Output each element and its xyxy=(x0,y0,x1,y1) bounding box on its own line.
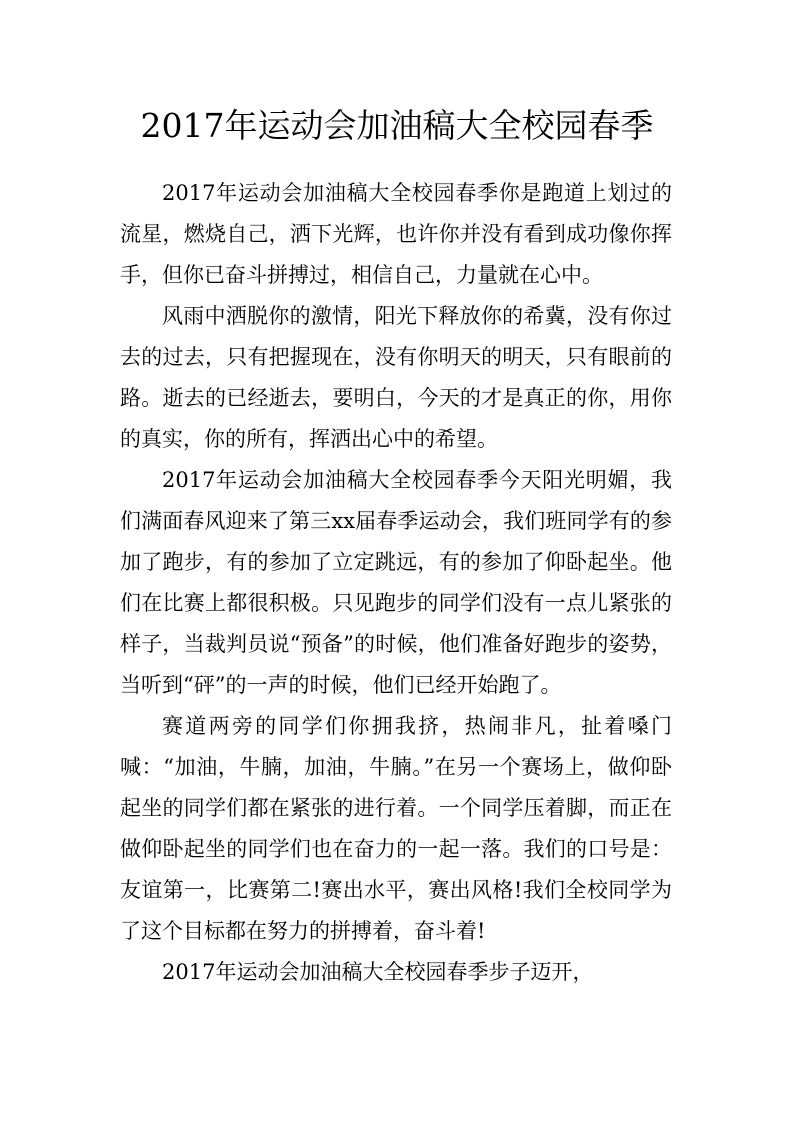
paragraph-4: 赛道两旁的同学们你拥我挤，热闹非凡，扯着嗓门喊：“加油，牛腩，加油，牛腩。”在另一个赛场上，做仰卧起坐的同学们都在紧张的进行着。一个同学压着脚，而正在做仰卧起坐的同学们也在奋力的一起一落。我们的口号是：友谊第一，比赛第二!赛出水平，赛出风格!我们全校同学为了这个目标都在努力的拼搏着，奋斗着! xyxy=(120,714,672,943)
paragraph-2: 风雨中洒脱你的激情，阳光下释放你的希冀，没有你过去的过去，只有把握现在，没有你明天的明天，只有眼前的路。逝去的已经逝去，要明白，今天的才是真正的你，用你的真实，你的所有，挥洒出心中的希望。 xyxy=(120,304,672,451)
paragraph-1: 2017年运动会加油稿大全校园春季你是跑道上划过的流星，燃烧自己，洒下光辉，也许你并没有看到成功像你挥手，但你已奋斗拼搏过，相信自己，力量就在心中。 xyxy=(120,181,672,287)
paragraph-5: 2017年运动会加油稿大全校园春季步子迈开， xyxy=(162,960,594,984)
paragraph-3: 2017年运动会加油稿大全校园春季今天阳光明媚，我们满面春风迎来了第三xx届春季运动会，我们班同学有的参加了跑步，有的参加了立定跳远，有的参加了仰卧起坐。他们在比赛上都很积极。只见跑步的同学们没有一点儿紧张的样子，当裁判员说“预备”的时候，他们准备好跑步的姿势，当听到“砰”的一声的时候，他们已经开始跑了。 xyxy=(120,468,672,697)
document-body xyxy=(120,173,672,993)
document-title: 2017年运动会加油稿大全校园春季 xyxy=(140,106,654,145)
